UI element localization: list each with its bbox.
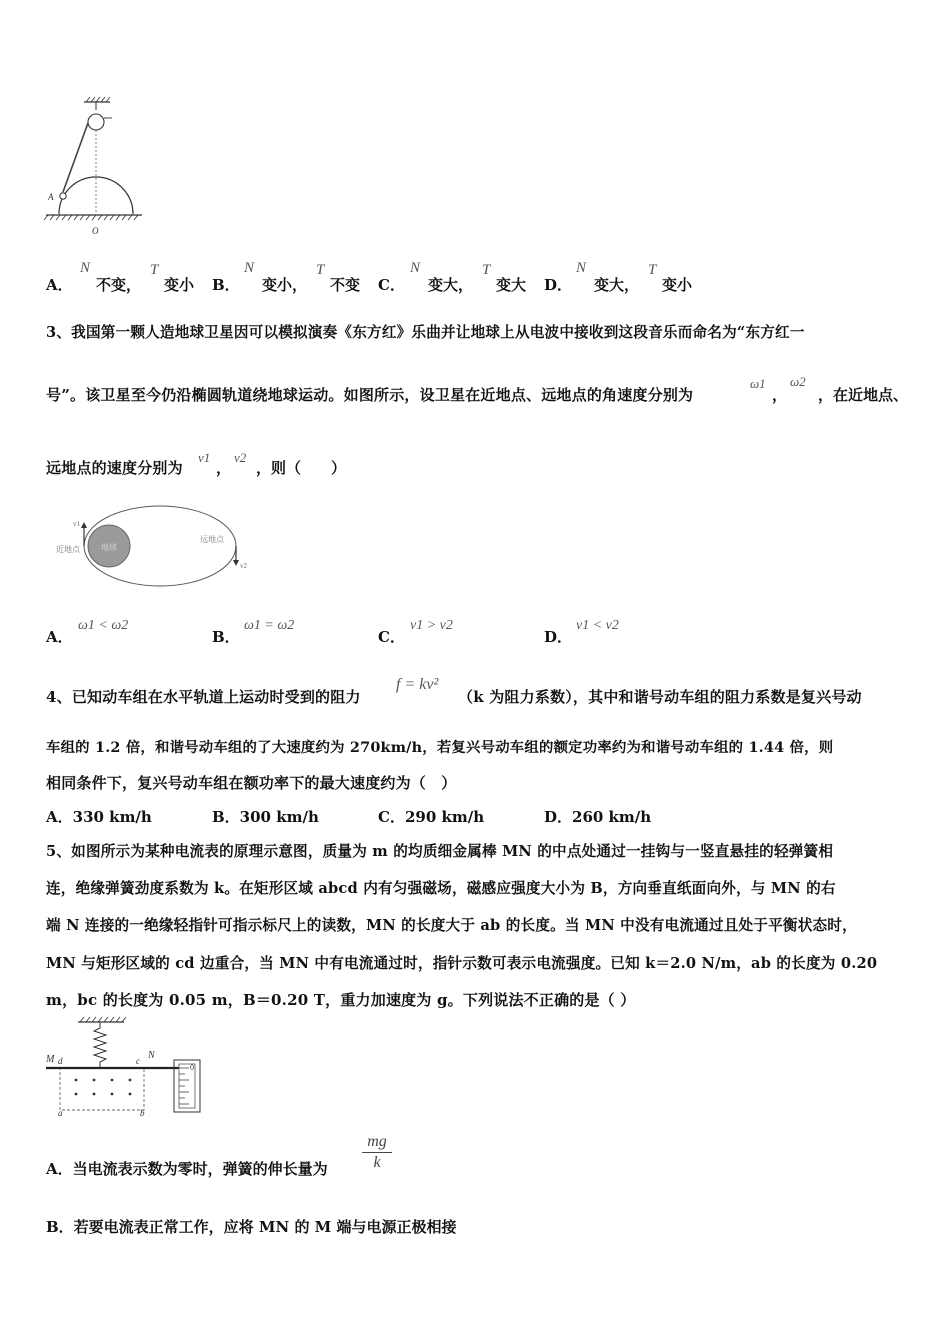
q2-option-b[interactable]: B． — [212, 276, 240, 294]
q3-comma2: ， — [216, 459, 232, 477]
orbit-figure — [54, 502, 247, 592]
pulley-hemisphere-figure — [44, 96, 154, 241]
q3-option-c[interactable]: C． — [378, 628, 405, 646]
q2-d-text1: 变大， — [594, 276, 640, 294]
label-n: N — [148, 1050, 155, 1061]
label-a: A — [48, 192, 54, 202]
ammeter-figure — [44, 1016, 214, 1118]
omega2-symbol: ω2 — [790, 374, 806, 389]
fraction-mg-over-k — [362, 1133, 392, 1172]
q2-option-d[interactable]: D． — [544, 276, 573, 294]
q4-option-a[interactable]: A．330 km/h — [46, 808, 152, 826]
q2-c-text2: 变大 — [496, 276, 527, 294]
q5-stem-line2: 连，绝缘弹簧劲度系数为 k。在矩形区域 abcd 内有匀强磁场，磁感应强度大小为 B，方向垂直纸面向外，与 MN 的右 — [46, 880, 836, 897]
symbol-n: N — [410, 260, 421, 276]
symbol-t: T — [150, 262, 159, 278]
q2-a-text1: 不变， — [96, 276, 142, 294]
q4-option-d[interactable]: D．260 km/h — [544, 808, 652, 826]
q4-option-c[interactable]: C．290 km/h — [378, 808, 485, 826]
symbol-n: N — [576, 260, 587, 276]
symbol-t: T — [482, 262, 491, 278]
symbol-n: N — [80, 260, 91, 276]
v2-symbol: v2 — [234, 450, 247, 465]
q3-option-a-expr: ω1 < ω2 — [78, 618, 129, 633]
q2-d-text2: 变小 — [662, 276, 693, 294]
label-o: O — [92, 226, 99, 236]
fraction-numerator: mg — [362, 1133, 392, 1153]
q2-option-c[interactable]: C． — [378, 276, 405, 294]
q3-comma: ， — [772, 386, 788, 404]
q3-stem-line3-end: ，则（ ） — [256, 459, 347, 477]
q3-option-d[interactable]: D． — [544, 628, 573, 646]
q3-option-a[interactable]: A． — [46, 628, 73, 646]
v1-symbol: v1 — [198, 450, 211, 465]
q2-b-text2: 不变 — [330, 276, 361, 294]
q2-b-text1: 变小， — [262, 276, 308, 294]
q4-stem-line1a: 4、已知动车组在水平轨道上运动时受到的阻力 — [46, 688, 361, 706]
q5-option-b[interactable]: B．若要电流表正常工作，应将 MN 的 M 端与电源正极相接 — [46, 1218, 457, 1236]
q5-stem-line1: 5、如图所示为某种电流表的原理示意图，质量为 m 的均质细金属棒 MN 的中点处通过一挂钩与一竖直悬挂的轻弹簧相 — [46, 843, 834, 860]
q3-stem-line1: 3、我国第一颗人造地球卫星因可以模拟演奏《东方红》乐曲并让地球上从电波中接收到这段音乐而命名为“东方红一 — [46, 324, 805, 341]
q5-option-a[interactable]: A．当电流表示数为零时，弹簧的伸长量为 — [46, 1160, 328, 1178]
label-d: d — [58, 1056, 63, 1066]
q3-stem-line2-end: ，在近地点、 — [818, 386, 909, 404]
q4-stem-line3: 相同条件下，复兴号动车组在额功率下的最大速度约为（ ） — [46, 774, 457, 792]
omega1-symbol: ω1 — [750, 376, 766, 391]
label-m: M — [46, 1054, 55, 1065]
near-point-label: 近地点 — [56, 545, 80, 554]
label-b: b — [140, 1108, 145, 1118]
v2-label: v2 — [240, 562, 247, 570]
scale-zero-label: 0 — [190, 1063, 194, 1072]
q5-stem-line3: 端 N 连接的一绝缘轻指针可指示标尺上的读数，MN 的长度大于 ab 的长度。当 MN 中没有电流通过且处于平衡状态时， — [46, 917, 857, 934]
q2-a-text2: 变小 — [164, 276, 195, 294]
q3-option-b-expr: ω1 = ω2 — [244, 618, 295, 633]
q2-c-text1: 变大， — [428, 276, 474, 294]
symbol-t: T — [316, 262, 325, 278]
far-point-label: 远地点 — [200, 535, 224, 544]
q5-stem-line4: MN 与矩形区域的 cd 边重合，当 MN 中有电流通过时，指针示数可表示电流强度。已知 k＝2.0 N/m，ab 的长度为 0.20 — [46, 955, 878, 972]
q5-stem-line5: m，bc 的长度为 0.05 m，B＝0.20 T，重力加速度为 g。下列说法不正确的是（ ） — [46, 991, 636, 1009]
symbol-t: T — [648, 262, 657, 278]
fraction-denominator: k — [373, 1154, 381, 1171]
q4-stem-line2: 车组的 1.2 倍，和谐号动车组的了大速度约为 270km/h，若复兴号动车组的额定功率约为和谐号动车组的 1.44 倍，则 — [46, 739, 834, 756]
drag-formula: f = kv² — [396, 676, 439, 693]
symbol-n: N — [244, 260, 255, 276]
q3-stem-line2: 号”。该卫星至今仍沿椭圆轨道绕地球运动。如图所示，设卫星在近地点、远地点的角速度分别为 — [46, 386, 694, 404]
q4-stem-line1b: （k 为阻力系数），其中和谐号动车组的阻力系数是复兴号动 — [458, 688, 862, 706]
q3-option-c-expr: v1 > v2 — [410, 618, 453, 633]
q3-option-d-expr: v1 < v2 — [576, 618, 619, 633]
q3-stem-line3: 远地点的速度分别为 — [46, 459, 183, 477]
earth-label: 地球 — [101, 543, 117, 552]
q2-option-a[interactable]: A． — [46, 276, 73, 294]
v1-label: v1 — [73, 520, 80, 528]
label-c: c — [136, 1056, 140, 1066]
q4-option-b[interactable]: B．300 km/h — [212, 808, 319, 826]
q3-option-b[interactable]: B． — [212, 628, 240, 646]
label-a: a — [58, 1108, 63, 1118]
